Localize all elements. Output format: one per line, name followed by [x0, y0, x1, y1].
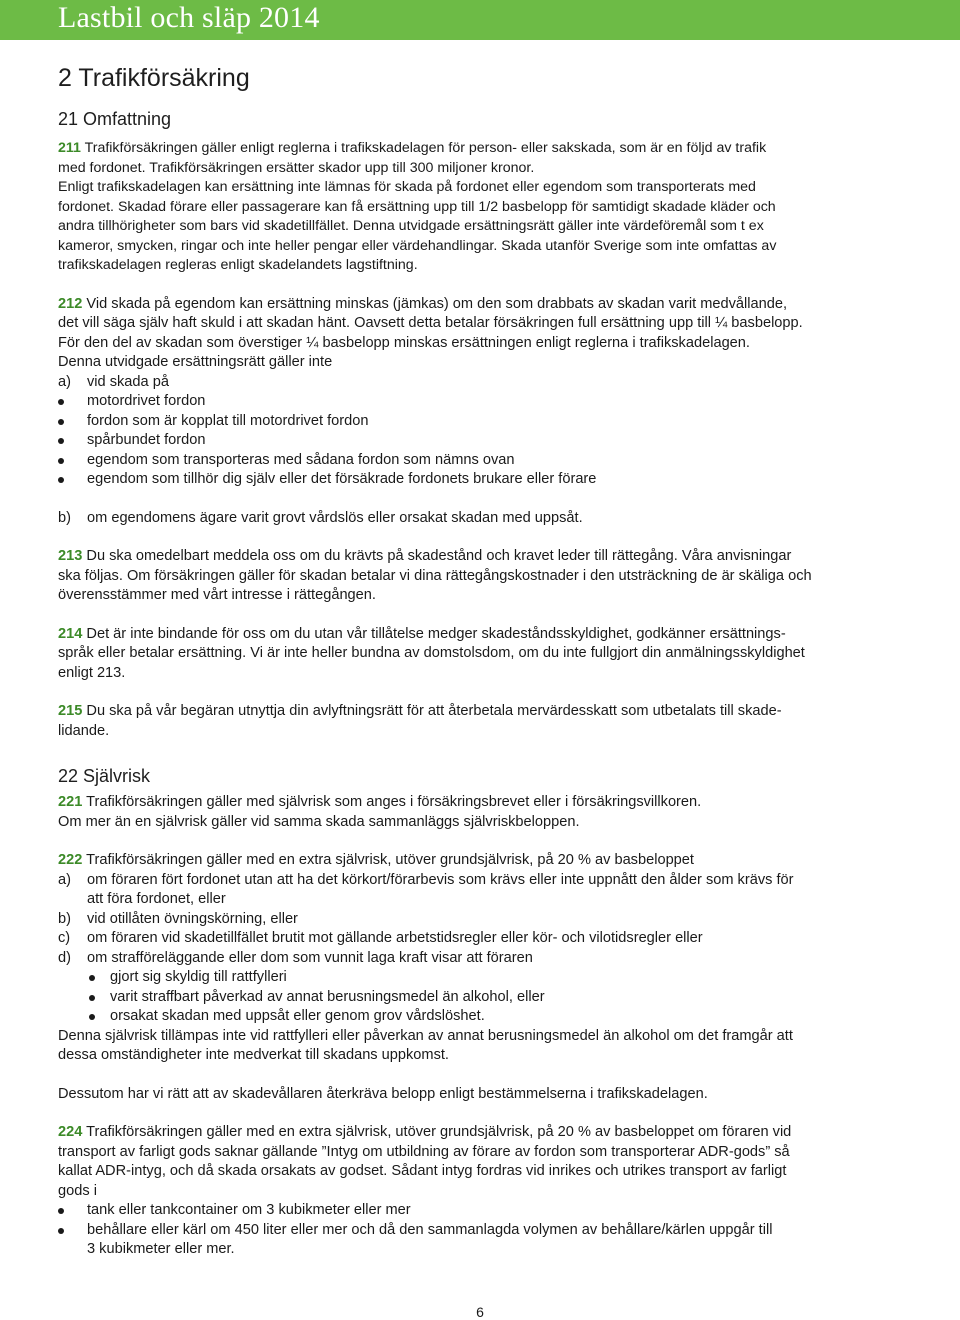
paragraph-221	[58, 793, 904, 832]
list-item-a	[58, 373, 904, 393]
text-line: Enligt trafikskadelagen kan ersättning inte lämnas för skada på fordonet eller egendom som transporterats med	[58, 179, 756, 195]
paragraph-224	[58, 1123, 904, 1201]
page-content	[58, 62, 904, 1260]
header-bar	[0, 0, 960, 40]
text-line: 221 Trafikförsäkringen gäller med självrisk som anges i försäkringsbrevet eller i försäkringsvillkoren.	[58, 794, 702, 810]
paragraph-213	[58, 547, 904, 606]
text-line: med fordonet. Trafikförsäkringen ersätter skador upp till 300 miljoner kronor.	[58, 159, 535, 176]
item-text: om strafföreläggande eller dom som vunnit laga kraft visar att föraren	[87, 949, 533, 966]
paragraph-recourse	[58, 1085, 904, 1105]
text-line: enligt 213.	[58, 664, 126, 681]
bullet-item: gjort sig skyldig till rattfylleri	[58, 968, 904, 988]
bullet-icon	[58, 1201, 87, 1221]
page-number: 6	[476, 1304, 484, 1320]
text-line: 222 Trafikförsäkringen gäller med en extra självrisk, utöver grundsjälvrisk, på 20 % av basbeloppet	[58, 852, 694, 868]
text-line: kallat ADR-intyg, och då skada orsakats av godset. Sådant intyg fordras vid inrikes och utrikes transport av farligt	[58, 1163, 787, 1179]
paragraph-212	[58, 295, 904, 373]
text-line: 215 Du ska på vår begäran utnyttja din avlyftningsrätt för att återbetala mervärdesskatt som utbetalats till skade-	[58, 703, 782, 719]
text-line: överensstämmer med vårt intresse i rättegången.	[58, 587, 376, 603]
text-line: kameror, smycken, ringar och inte heller pengar eller värdehandlingar. Skada utanför Sverige som inte omfattas av	[58, 237, 777, 254]
list-item-a	[58, 871, 904, 910]
item-label: a)	[58, 373, 71, 390]
text-line: transport av farligt gods saknar gällande ”Intyg om utbildning av förare av fordon som transporterar ADR-gods” så	[58, 1143, 790, 1160]
text-line: gods i	[58, 1182, 97, 1199]
clause-number: 211	[58, 140, 81, 156]
bullet-item: spårbundet fordon	[58, 431, 904, 451]
text-line: dessa omständigheter inte medverkat till skadans uppkomst.	[58, 1047, 449, 1063]
item-label: b)	[58, 509, 71, 526]
bullet-item: egendom som tillhör dig själv eller det försäkrade fordonets brukare eller förare	[58, 470, 904, 490]
list-item-b	[58, 509, 904, 529]
text-line: fordonet. Skadad förare eller passagerare kan få ersättning upp till 1/2 basbelopp för samtidigt skadade kläder och	[58, 198, 776, 215]
clause-number: 222	[58, 852, 83, 868]
text-line: lidande.	[58, 722, 110, 739]
text-line: 213 Du ska omedelbart meddela oss om du krävts på skadestånd och kravet leder till rättegång. Våra anvisningar	[58, 548, 792, 564]
chapter-title: 2 Trafikförsäkring	[58, 64, 250, 92]
bullet-icon	[87, 988, 110, 1008]
bullet-icon	[87, 968, 110, 988]
list-item-c	[58, 929, 904, 949]
document-title: Lastbil och släp 2014	[58, 1, 320, 34]
text-line: 212 Vid skada på egendom kan ersättning minskas (jämkas) om den som drabbats av skadan varit medvållande,	[58, 295, 788, 312]
item-text: vid otillåten övningskörning, eller	[87, 910, 298, 927]
clause-number: 214	[58, 625, 83, 642]
paragraph-214	[58, 625, 904, 684]
item-label: c)	[58, 930, 71, 946]
paragraph-211	[58, 139, 904, 276]
bullet-icon	[58, 1221, 87, 1260]
list-item-d	[58, 949, 904, 969]
bullet-icon	[58, 470, 87, 490]
text-line: andra tillhörigheter som bars vid skadetillfället. Denna utvidgade ersättningsrätt gäller inte värdeföremål som t ex	[58, 218, 764, 234]
section-title-22: 22 Självrisk	[58, 766, 151, 786]
bullet-item: behållare eller kärl om 450 liter eller mer och då den sammanlagda volymen av behållare/kärlen uppgår till 3 kubikmeter eller mer.	[58, 1221, 904, 1260]
bullet-item: fordon som är kopplat till motordrivet fordon	[58, 412, 904, 432]
paragraph-222-note	[58, 1027, 904, 1066]
text-line: Denna självrisk tillämpas inte vid rattfylleri eller påverkan av annat berusningsmedel än alkohol om det framgår att	[58, 1027, 793, 1044]
text-line: det vill säga själv haft skuld i att skadan hänt. Oavsett detta betalar försäkringen full ersättning upp till ¼ basbelopp.	[58, 315, 803, 331]
bullet-item: varit straffbart påverkad av annat berusningsmedel än alkohol, eller	[58, 988, 904, 1008]
item-label: b)	[58, 910, 71, 927]
text-line: språk eller betalar ersättning. Vi är inte heller bundna av domstolsdom, om du inte fullgjort din anmälningsskyldighet	[58, 645, 805, 661]
bullet-item: tank eller tankcontainer om 3 kubikmeter eller mer	[58, 1201, 904, 1221]
text-line: Denna utvidgade ersättningsrätt gäller inte	[58, 354, 333, 370]
bullet-icon	[58, 412, 87, 432]
paragraph-215	[58, 702, 904, 741]
text-line: ska följas. Om försäkringen gäller för skadan betalar vi dina rättegångskostnader i den utsträckning de är skäliga och	[58, 567, 812, 584]
item-text: vid skada på	[87, 373, 169, 390]
text-line: Om mer än en självrisk gäller vid samma skada sammanläggs självriskbeloppen.	[58, 813, 580, 830]
item-text: om föraren vid skadetillfället brutit mot gällande arbetstidsregler eller kör- och vilotidsregler eller	[87, 930, 703, 946]
text-line: 211 Trafikförsäkringen gäller enligt reglerna i trafikskadelagen för person- eller sakskada, som är en följd av trafik	[58, 140, 767, 156]
clause-number: 224	[58, 1124, 83, 1140]
bullet-icon	[58, 431, 87, 451]
clause-number: 215	[58, 703, 83, 719]
clause-number: 221	[58, 794, 83, 810]
bullet-icon	[87, 1007, 110, 1027]
item-label: d)	[58, 949, 71, 966]
clause-number: 213	[58, 548, 83, 564]
section-title-21: 21 Omfattning	[58, 109, 172, 129]
item-text: om föraren fört fordonet utan att ha det körkort/förarbevis som krävs eller inte uppnått den ålder som krävs för att föra fordonet, eller	[87, 871, 794, 907]
text-line: trafikskadelagen regleras enligt skadelandets lagstiftning.	[58, 257, 418, 273]
text-line: För den del av skadan som överstiger ¼ basbelopp minskas ersättningen enligt reglerna i trafikskadelagen.	[58, 334, 750, 351]
list-item-b	[58, 910, 904, 930]
item-text: om egendomens ägare varit grovt vårdslös eller orsakat skadan med uppsåt.	[87, 509, 583, 526]
bullet-icon	[58, 451, 87, 471]
paragraph-222	[58, 851, 904, 871]
bullet-item: motordrivet fordon	[58, 392, 904, 412]
bullet-icon	[58, 392, 87, 412]
item-label: a)	[58, 871, 71, 888]
text-line: 214 Det är inte bindande för oss om du utan vår tillåtelse medger skadeståndsskyldighet, godkänner ersättnings-	[58, 625, 786, 642]
clause-number: 212	[58, 295, 83, 312]
text-line: Dessutom har vi rätt att av skadevållaren återkräva belopp enligt bestämmelserna i trafikskadelagen.	[58, 1085, 708, 1102]
bullet-item: egendom som transporteras med sådana fordon som nämns ovan	[58, 451, 904, 471]
bullet-item: orsakat skadan med uppsåt eller genom grov vårdslöshet.	[58, 1007, 904, 1027]
text-line: 224 Trafikförsäkringen gäller med en extra självrisk, utöver grundsjälvrisk, på 20 % av basbeloppet om föraren vid	[58, 1124, 792, 1140]
